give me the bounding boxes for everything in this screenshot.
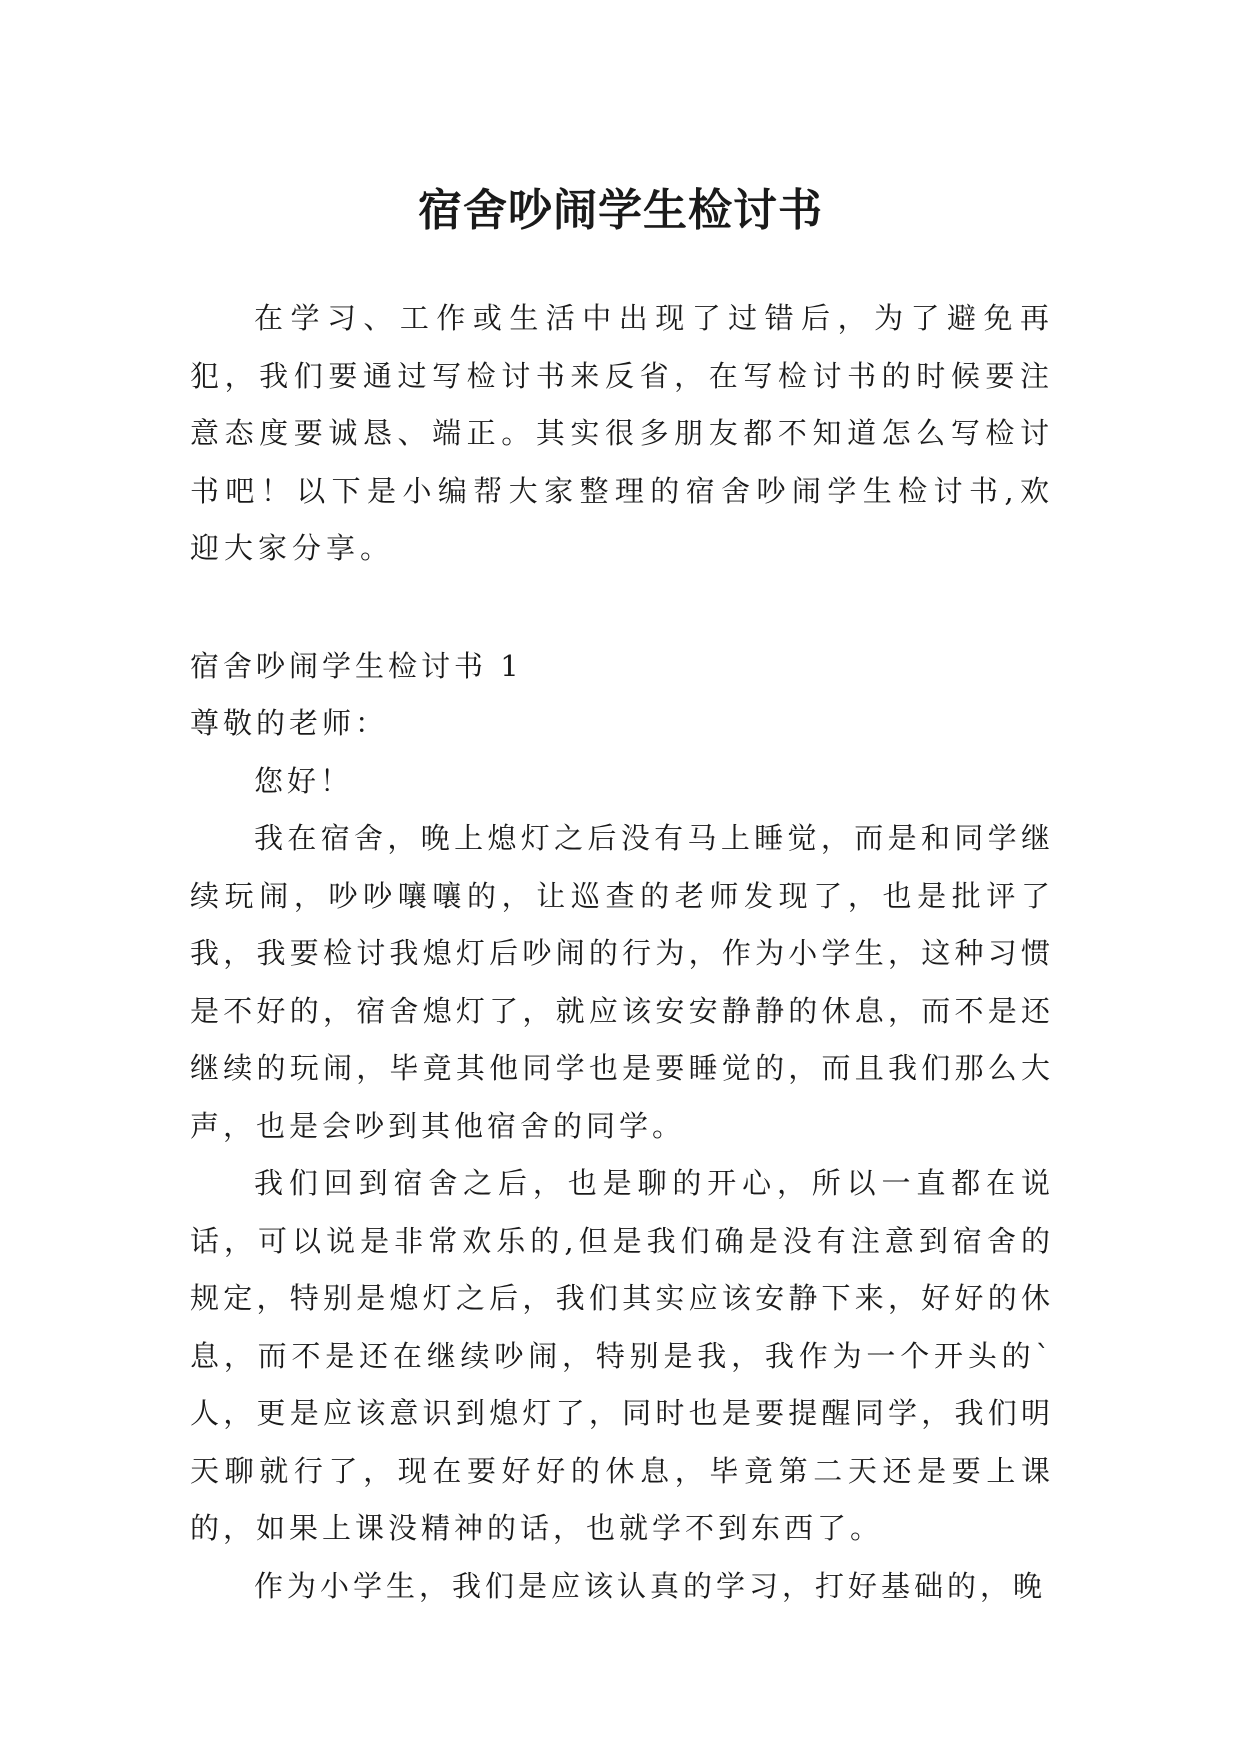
body-paragraph-3: 作为小学生，我们是应该认真的学习，打好基础的，晚 — [254, 1568, 1047, 1603]
section-spacer — [190, 578, 1054, 638]
salutation: 尊敬的老师： — [190, 706, 389, 740]
document-body — [190, 290, 1054, 1615]
intro-paragraph: 在学习、工作或生活中出现了过错后，为了避免再犯，我们要通过写检讨书来反省，在写检讨书的时候要注意态度要诚恳、端正。其实很多朋友都不知道怎么写检讨书吧！以下是小编帮大家整理的宿舍吵闹学生检讨书,欢迎大家分享。 — [190, 301, 1054, 565]
body-paragraph-1: 我在宿舍，晚上熄灯之后没有马上睡觉，而是和同学继续玩闹，吵吵嚷嚷的，让巡查的老师发现了，也是批评了我，我要检讨我熄灯后吵闹的行为，作为小学生，这种习惯是不好的，宿舍熄灯了，就应该安安静静的休息，而不是还继续的玩闹，毕竟其他同学也是要睡觉的，而且我们那么大声，也是会吵到其他宿舍的同学。 — [190, 821, 1054, 1143]
body-paragraph-2: 我们回到宿舍之后，也是聊的开心，所以一直都在说话，可以说是非常欢乐的,但是我们确是没有注意到宿舍的规定，特别是熄灯之后，我们其实应该安静下来，好好的休息，而不是还在继续吵闹，特别是我，我作为一个开头的`人，更是应该意识到熄灯了，同时也是要提醒同学，我们明天聊就行了，现在要好好的休息，毕竟第二天还是要上课的，如果上课没精神的话，也就学不到东西了。 — [190, 1166, 1054, 1545]
document-title: 宿舍吵闹学生检讨书 — [418, 185, 823, 237]
section-heading: 宿舍吵闹学生检讨书 1 — [190, 648, 523, 683]
greeting: 您好！ — [254, 763, 354, 798]
